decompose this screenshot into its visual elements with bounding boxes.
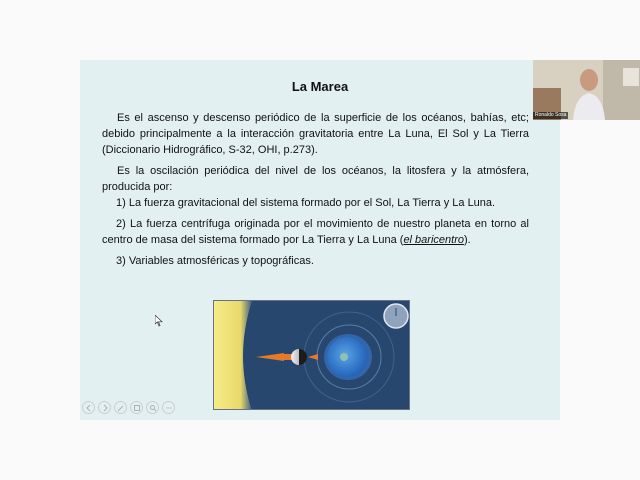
list-item-atmospheric: 3) Variables atmosféricas y topográficas. [116, 255, 314, 267]
webcam-feed[interactable] [533, 60, 640, 120]
earth-land [340, 353, 348, 361]
list-item-gravitational: 1) La fuerza gravitacional del sistema formado por el Sol, La Tierra y La Luna. [116, 197, 496, 209]
tide-diagram-graphic [214, 301, 410, 410]
next-slide-button[interactable] [98, 401, 111, 414]
pen-icon [117, 404, 125, 412]
definition-paragraph: Es el ascenso y descenso periódico de la superficie de los océanos, bahías, etc; debido principalmente a la interacción gravitatoria entre La Luna, El Sol y La Tierra (Diccionario Hidrográfico, S-32, OHI, p.273). [102, 112, 529, 156]
more-icon [165, 404, 173, 412]
participant-name: Ronaldo Sosa [535, 112, 567, 118]
slide [80, 60, 560, 420]
pen-button[interactable] [114, 401, 127, 414]
slide-title: La Marea [291, 79, 349, 94]
slide-body [102, 110, 529, 274]
slides-button[interactable] [130, 401, 143, 414]
mouse-cursor-icon [155, 315, 163, 327]
slides-icon [133, 404, 141, 412]
more-button[interactable] [162, 401, 175, 414]
prev-slide-button[interactable] [82, 401, 95, 414]
zoom-icon [149, 404, 157, 412]
tide-diagram [213, 300, 410, 410]
arrow-left-icon [85, 404, 93, 412]
list-item-centrifugal-end: ). [463, 234, 471, 246]
webcam-video [533, 60, 640, 120]
moon-shape [291, 349, 307, 365]
zoom-button[interactable] [146, 401, 159, 414]
list-item-centrifugal [102, 216, 529, 248]
arrow-right-icon [101, 404, 109, 412]
person-face [580, 69, 598, 91]
presentation-toolbar [82, 401, 175, 417]
oscillation-paragraph: Es la oscilación periódica del nivel de los océanos, la litosfera y la atmósfera, producida por: [102, 165, 529, 193]
baricentro-link[interactable]: el baricentro [403, 234, 464, 246]
list-item-centrifugal-text: 2) La fuerza centrífuga originada por el movimiento de nuestro planeta en torno al centro de masa del sistema formado por La Tierra y La Luna ( [102, 218, 529, 246]
